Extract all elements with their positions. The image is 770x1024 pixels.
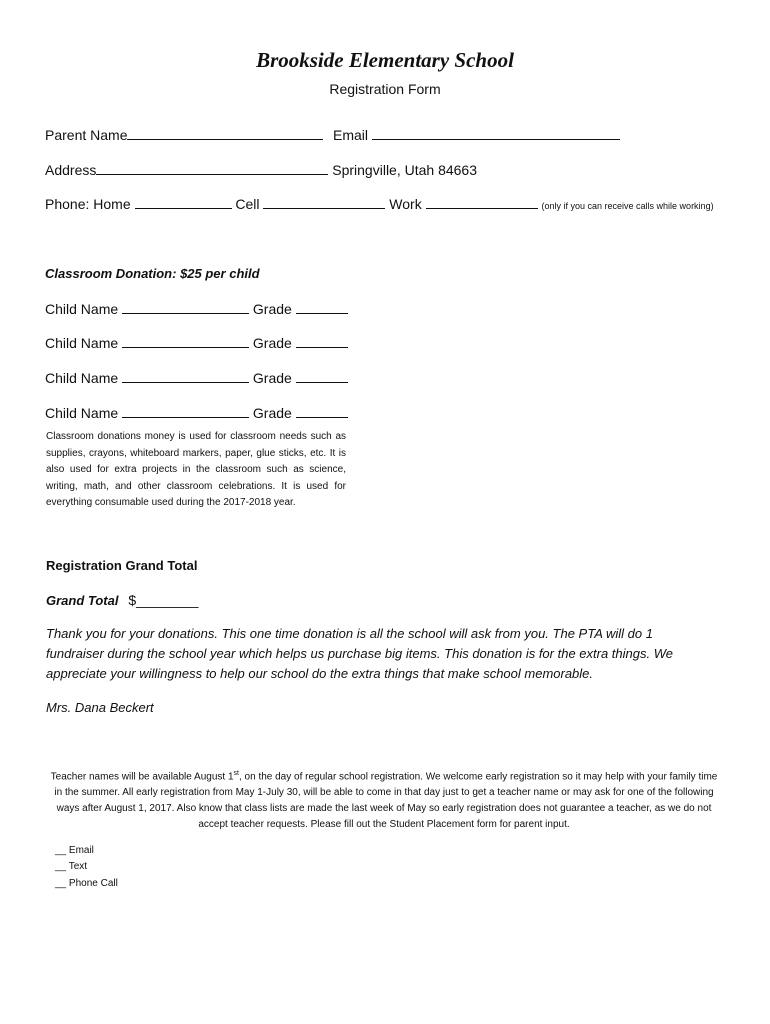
grade-field[interactable] (296, 300, 348, 314)
address-label: Address (45, 162, 97, 178)
email-label: Email (333, 127, 369, 143)
grade-label: Grade (252, 335, 292, 351)
email-row (333, 126, 620, 143)
grade-label: Grade (252, 370, 292, 386)
phone-home-label: Phone: Home (45, 196, 131, 212)
registration-total-heading: Registration Grand Total (46, 558, 198, 573)
teacher-notice-part1: Teacher names will be available August 1 (50, 771, 234, 783)
option-phone-call[interactable]: __ Phone Call (55, 878, 118, 889)
parent-name-field[interactable] (127, 126, 323, 140)
child-row (45, 300, 348, 317)
child-name-label: Child Name (45, 405, 119, 421)
teacher-notice (48, 766, 720, 833)
parent-name-row (45, 126, 323, 143)
donation-heading: Classroom Donation: $25 per child (45, 266, 260, 281)
child-name-label: Child Name (45, 370, 119, 386)
child-row (45, 334, 348, 351)
option-email[interactable]: __ Email (55, 845, 94, 856)
grand-total-row (46, 592, 198, 608)
teacher-notice-sup: st (233, 770, 239, 777)
work-note: (only if you can receive calls while working) (541, 201, 714, 211)
grade-field[interactable] (296, 369, 348, 383)
child-name-label: Child Name (45, 335, 119, 351)
email-field[interactable] (372, 126, 620, 140)
form-title: Registration Form (329, 81, 441, 97)
grade-label: Grade (252, 301, 292, 317)
cell-label: Cell (235, 196, 260, 212)
thanks-paragraph: Thank you for your donations. This one time donation is all the school will ask from you. The PTA will do 1 fundraiser during the school year which helps us purchase big items. This donation is for the extra things. We appreciate your willingness to help our school do the extra things that make school memorable. (46, 626, 673, 681)
grand-total-label: Grand Total (46, 593, 119, 608)
grade-field[interactable] (296, 404, 348, 418)
grade-field[interactable] (296, 334, 348, 348)
parent-name-label: Parent Name (45, 127, 128, 143)
donation-description: Classroom donations money is used for classroom needs such as supplies, crayons, whiteboard markers, paper, glue sticks, etc. It is also used for extra projects in the classroom such as science, writing, math, and other classroom celebrations. It is used for everything consumable used during the 2017-2018 year. (46, 431, 346, 508)
phone-cell-field[interactable] (263, 195, 385, 209)
child-name-field[interactable] (122, 404, 249, 418)
grade-label: Grade (252, 405, 292, 421)
school-name: Brookside Elementary School (256, 48, 514, 72)
child-name-field[interactable] (122, 369, 249, 383)
phone-work-field[interactable] (426, 195, 538, 209)
child-name-label: Child Name (45, 301, 119, 317)
phone-home-field[interactable] (135, 195, 232, 209)
signature: Mrs. Dana Beckert (46, 700, 154, 715)
city-state-zip: Springville, Utah 84663 (332, 162, 478, 178)
address-field[interactable] (96, 161, 328, 175)
grand-total-field[interactable]: $________ (128, 592, 199, 608)
phone-row (45, 195, 714, 212)
work-label: Work (389, 196, 422, 212)
child-name-field[interactable] (122, 334, 249, 348)
address-row (45, 161, 477, 178)
option-text[interactable]: __ Text (55, 861, 88, 872)
teacher-notice-part2: , on the day of regular school registration. We welcome early registration so it may help with your family time in the summer. All early registration from May 1-July 30, will be able to come in that day just to get a teacher name or may ask for one of the following ways after August 1, 2017. Also know that class lists are made the last week of May so early registration does not guarantee a teacher, as we do not accept teacher requests. Please fill out the Student Placement form for parent input. (54, 771, 718, 831)
child-name-field[interactable] (122, 300, 249, 314)
child-row (45, 369, 348, 386)
child-row (45, 404, 348, 421)
